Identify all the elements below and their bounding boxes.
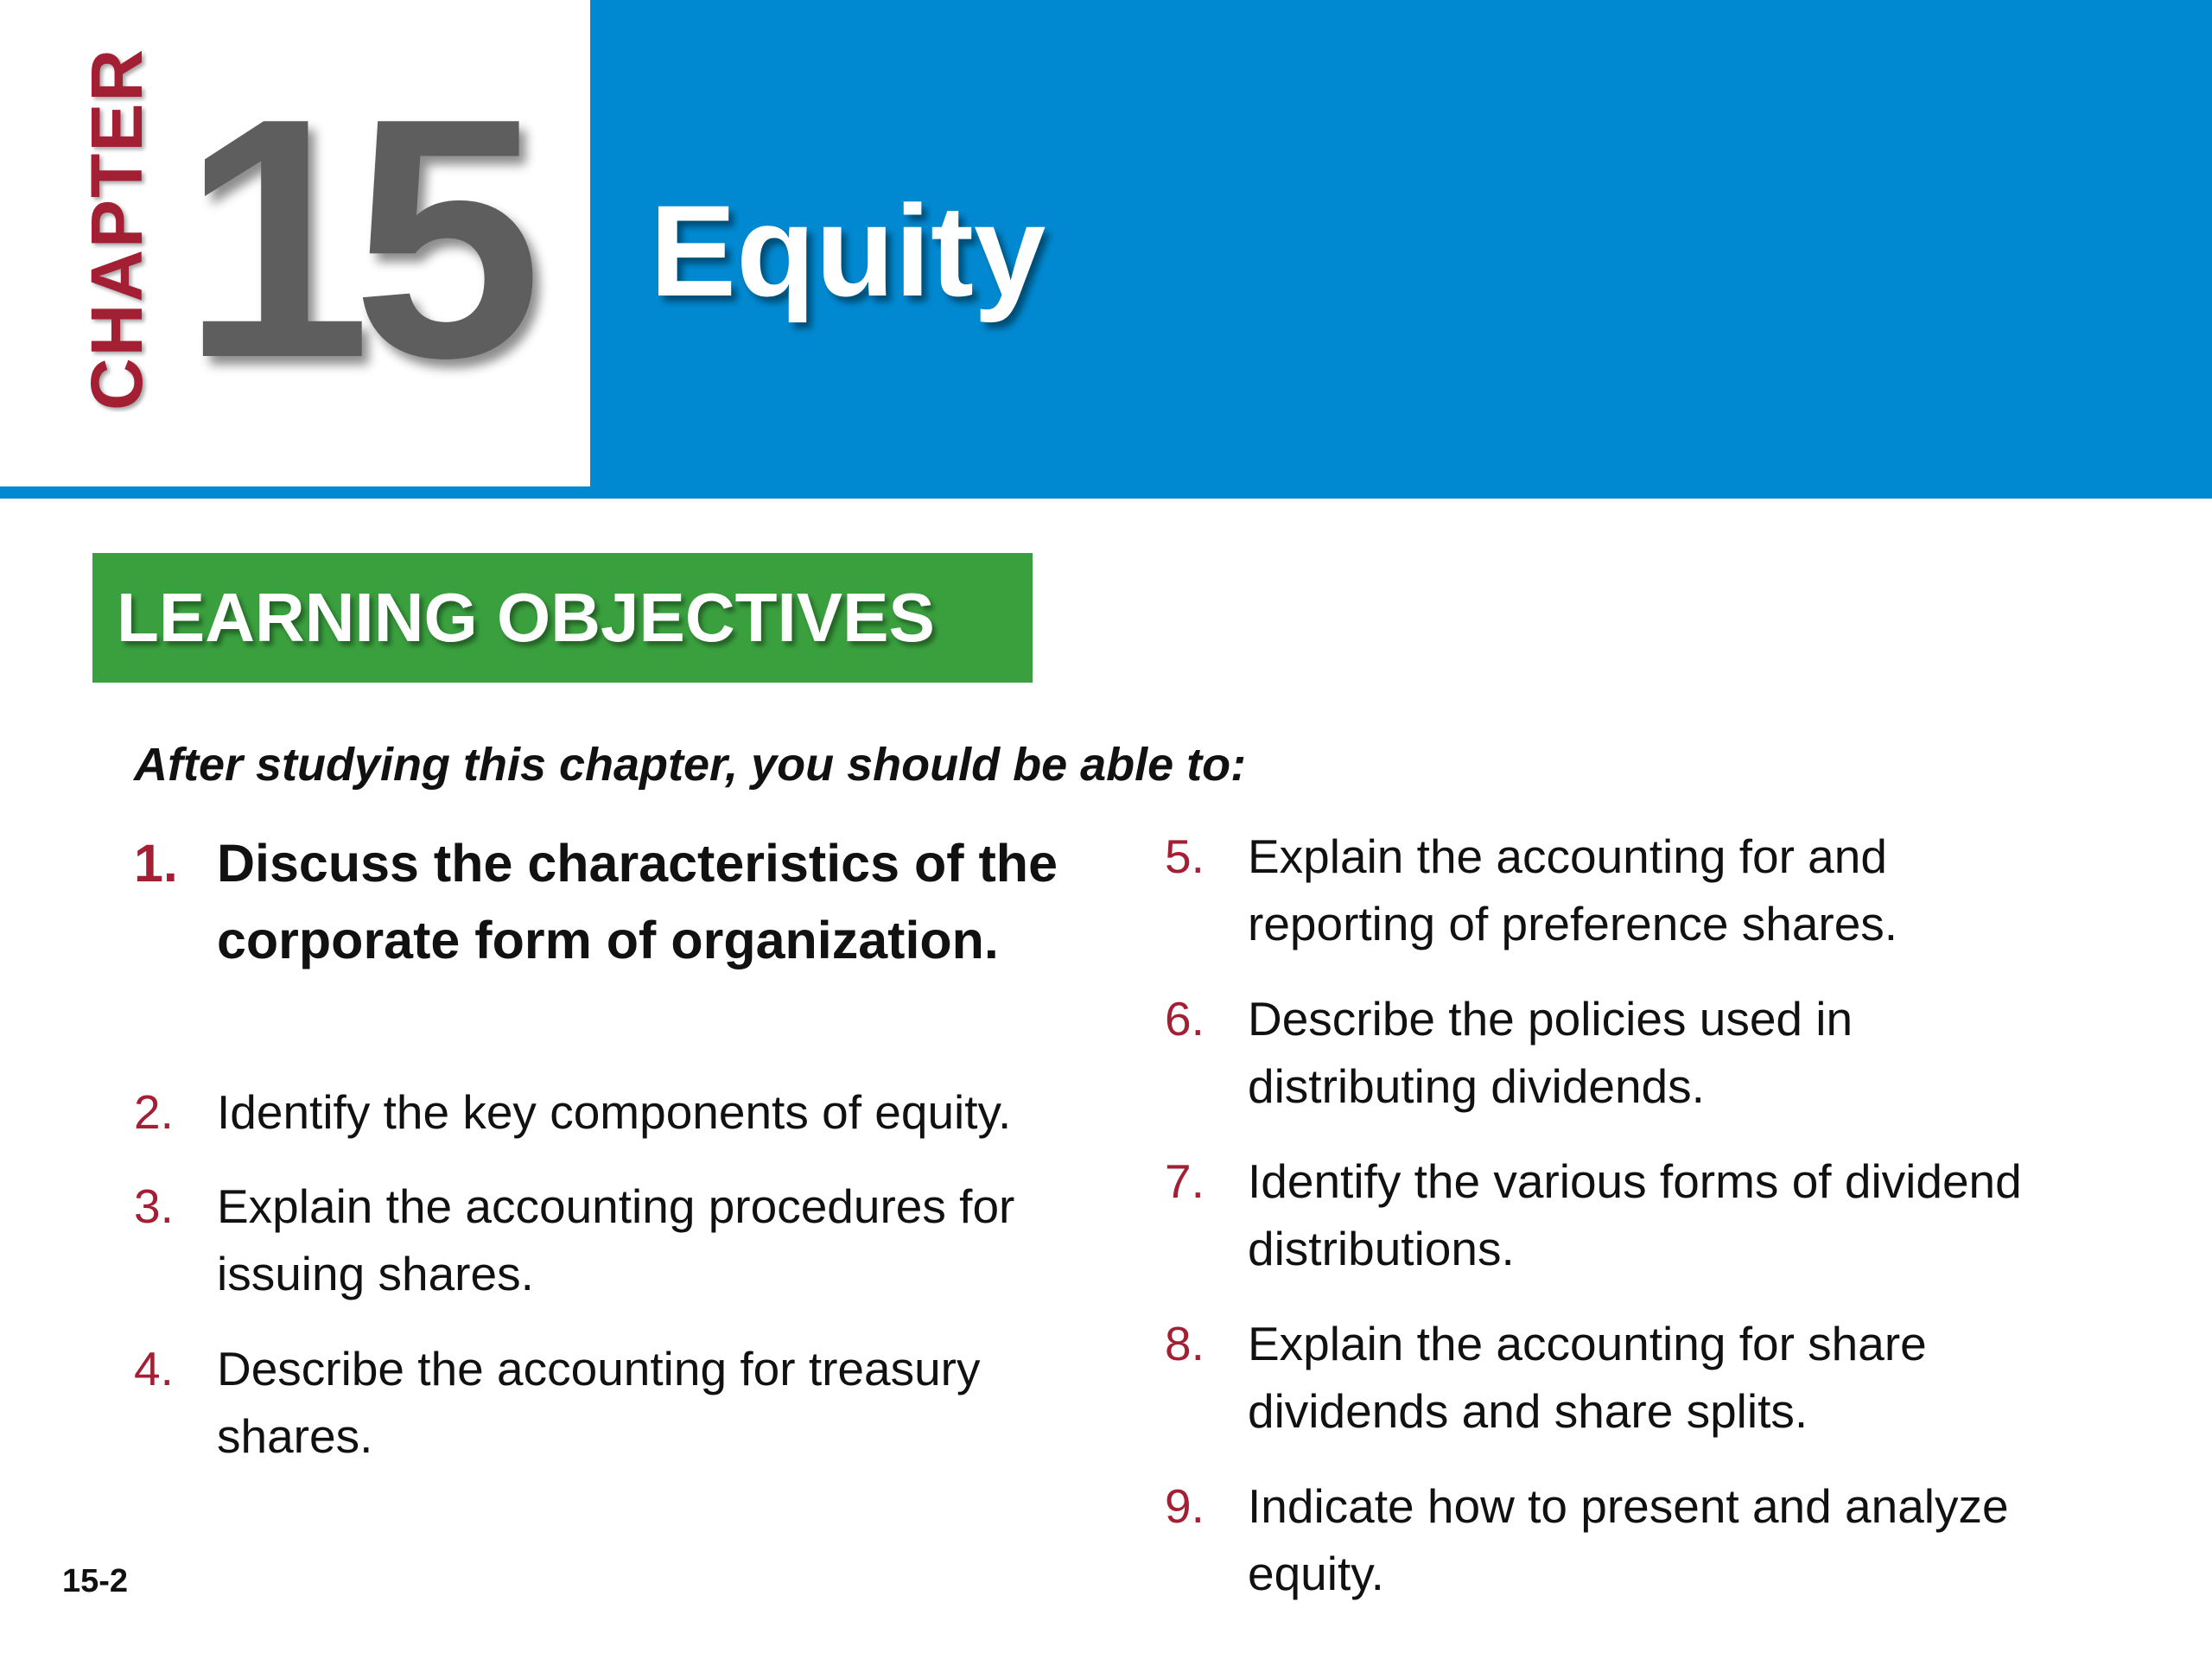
page-number: 15-2 (62, 1563, 129, 1599)
objective-number: 5. (1165, 830, 1205, 883)
header-underline (0, 486, 2212, 499)
objective-text: Identify the various forms of dividend distributions. (1248, 1154, 2022, 1275)
objective-item-6 (1165, 985, 2158, 1123)
objective-text: Indicate how to present and analyze equity. (1248, 1479, 2009, 1600)
objective-text: Describe the accounting for treasury shares. (217, 1342, 981, 1463)
objective-number: 9. (1165, 1479, 1205, 1533)
objective-text: Describe the policies used in distributing dividends. (1248, 992, 1853, 1113)
objective-number: 3. (134, 1179, 174, 1233)
objective-text: Explain the accounting for share dividends and share splits. (1248, 1317, 1927, 1438)
objective-item-7 (1165, 1147, 2158, 1286)
learning-objectives-banner (92, 553, 1033, 683)
intro-text: After studying this chapter, you should be able to: (134, 739, 1247, 791)
objective-number: 1. (134, 834, 178, 893)
chapter-number: 15 (181, 47, 524, 429)
objective-item-3 (134, 1173, 1128, 1311)
objective-number: 2. (134, 1085, 174, 1139)
objective-text: Discuss the characteristics of the corporate form of organization. (217, 834, 1058, 969)
chapter-word: CHAPTER (76, 47, 157, 410)
objective-item-8 (1165, 1310, 2158, 1448)
objective-item-4 (134, 1335, 1128, 1473)
chapter-title: Equity (650, 178, 1046, 323)
learning-objectives-heading: LEARNING OBJECTIVES (117, 579, 935, 656)
objective-item-9 (1165, 1472, 2158, 1611)
objective-item-5 (1165, 823, 2158, 961)
objective-item-1 (134, 825, 1128, 1058)
objective-text: Identify the key components of equity. (217, 1085, 1012, 1139)
objective-number: 4. (134, 1342, 174, 1395)
objective-number: 6. (1165, 992, 1205, 1046)
objective-number: 7. (1165, 1154, 1205, 1208)
objective-text: Explain the accounting for and reporting of preference shares. (1248, 830, 1898, 950)
objective-number: 8. (1165, 1317, 1205, 1370)
objective-item-2 (134, 1078, 1128, 1147)
objective-text: Explain the accounting procedures for issuing shares. (217, 1179, 1015, 1300)
